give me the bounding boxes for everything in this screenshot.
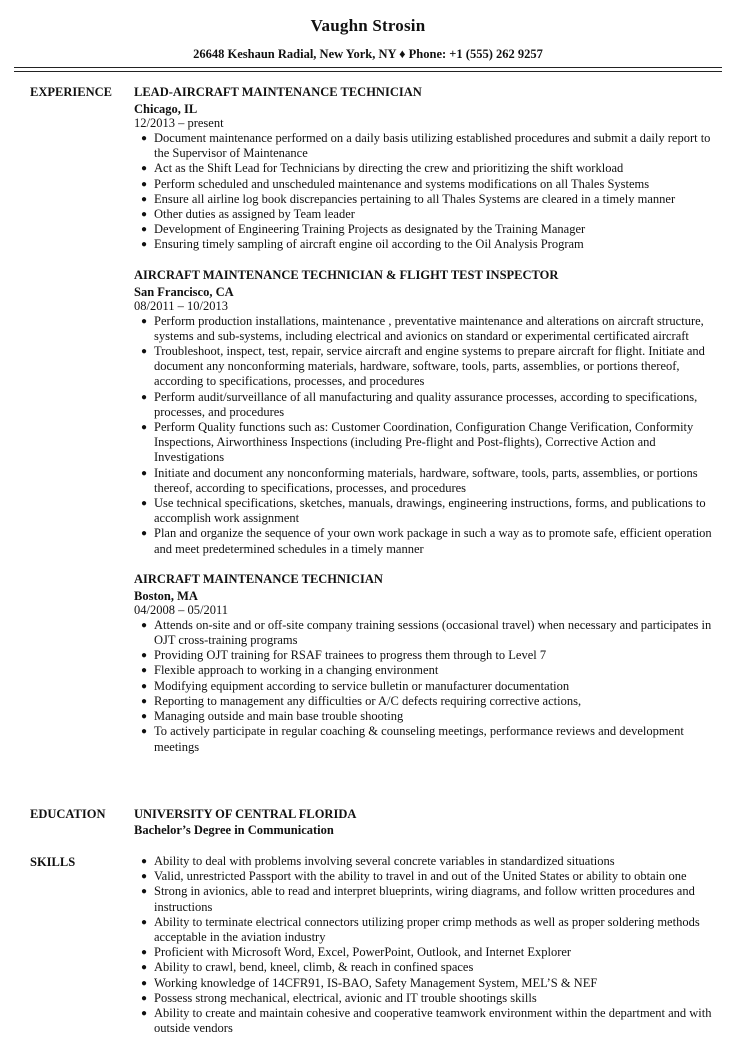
list-item-text: Managing outside and main base trouble shooting <box>154 709 404 724</box>
list-item-text: Ability to crawl, bend, kneel, climb, & reach in confined spaces <box>154 960 474 975</box>
list-item-text: Perform scheduled and unscheduled maintenance and systems modifications on all Thales Systems <box>154 176 650 191</box>
bullet-icon: ● <box>141 315 148 327</box>
list-item <box>134 694 714 709</box>
job-location: San Francisco, CA <box>134 284 234 299</box>
bullet-icon: ● <box>141 962 148 974</box>
job-duties-list <box>134 131 714 253</box>
list-item-text: Possess strong mechanical, electrical, avionic and IT trouble shootings skills <box>154 990 537 1005</box>
list-item-text: Perform production installations, maintenance , preventative maintenance and alterations on aircraft structure, systems and sub-systems, including electrical and avionics on standard or experimental certificated aircraft <box>154 313 704 343</box>
bullet-icon: ● <box>141 467 148 479</box>
bullet-icon: ● <box>141 178 148 190</box>
list-item-text: Act as the Shift Lead for Technicians by directing the crew and prioritizing the shift workload <box>154 161 624 176</box>
list-item <box>134 177 714 192</box>
list-item-text: Reporting to management any difficulties or A/C defects requiring corrective actions, <box>154 693 582 708</box>
list-item <box>134 420 714 466</box>
bullet-icon: ● <box>141 680 148 692</box>
header-divider-top <box>14 67 722 68</box>
degree: Bachelor’s Degree in Communication <box>134 823 334 837</box>
list-item-text: Troubleshoot, inspect, test, repair, service aircraft and engine systems to prepare aircraft for flight. Initiate and document any nonconforming materials, hardware, software, tools, parts, assemblies, or portions thereof, according to specifications, processes, and procedures <box>154 344 705 389</box>
job-dates: 12/2013 – present <box>134 116 224 130</box>
list-item <box>134 648 714 663</box>
job-entry <box>134 267 714 557</box>
list-item <box>134 884 714 914</box>
job-duties-list <box>134 618 714 755</box>
bullet-icon: ● <box>141 695 148 707</box>
education-section <box>134 806 714 838</box>
list-item-text: Ability to deal with problems involving several concrete variables in standardized situations <box>154 854 615 868</box>
bullet-icon: ● <box>141 726 148 738</box>
list-item <box>134 344 714 390</box>
list-item <box>134 991 714 1006</box>
list-item <box>134 207 714 222</box>
bullet-icon: ● <box>141 391 148 403</box>
bullet-icon: ● <box>141 239 148 251</box>
list-item <box>134 1006 714 1036</box>
job-dates: 08/2011 – 10/2013 <box>134 298 228 313</box>
bullet-icon: ● <box>141 992 148 1004</box>
bullet-icon: ● <box>141 856 148 867</box>
list-item <box>134 496 714 526</box>
list-item-text: Plan and organize the sequence of your own work package in such a way as to promote safe, efficient operation and meet predetermined schedules in a timely manner <box>154 526 712 556</box>
list-item-text: Use technical specifications, sketches, manuals, drawings, engineering instructions, forms, and publications to accomplish work assignment <box>154 496 706 526</box>
job-title: LEAD-AIRCRAFT MAINTENANCE TECHNICIAN <box>134 85 422 99</box>
list-item <box>134 618 714 648</box>
bullet-icon: ● <box>141 209 148 221</box>
list-item-text: To actively participate in regular coaching & counseling meetings, performance reviews and development meetings <box>154 724 684 754</box>
list-item-text: Ability to create and maintain cohesive and cooperative teamwork environment within the department and with outside vendors <box>154 1006 712 1036</box>
list-item <box>134 945 714 960</box>
list-item-text: Ability to terminate electrical connectors utilizing proper crimp methods as well as proper soldering methods acceptable in the aviation industry <box>154 914 700 945</box>
bullet-icon: ● <box>141 619 148 631</box>
list-item-text: Perform Quality functions such as: Customer Coordination, Configuration Change Verification, Conformity Inspections, Airworthiness Inspections (including Pre-flight and Post-flights), Corrective Action and Investigations <box>154 420 694 465</box>
list-item <box>134 390 714 420</box>
list-item-text: Attends on-site and or off-site company training sessions (occasional travel) when necessary and participates in OJT cross-training programs <box>154 617 712 648</box>
list-item <box>134 976 714 991</box>
bullet-icon: ● <box>141 977 148 989</box>
bullet-icon: ● <box>141 163 148 175</box>
list-item <box>134 314 714 344</box>
bullet-icon: ● <box>141 1008 148 1020</box>
job-title: AIRCRAFT MAINTENANCE TECHNICIAN <box>134 571 383 586</box>
list-item-text: Working knowledge of 14CFR91, IS-BAO, Safety Management System, MEL’S & NEF <box>154 975 598 990</box>
list-item <box>134 709 714 724</box>
bullet-icon: ● <box>141 650 148 662</box>
skills-section <box>134 854 714 1036</box>
list-item <box>134 915 714 945</box>
list-item <box>134 679 714 694</box>
bullet-icon: ● <box>141 528 148 540</box>
bullet-icon: ● <box>141 886 148 898</box>
list-item-text: Providing OJT training for RSAF trainees to progress them through to Level 7 <box>154 648 547 663</box>
education-section-label: EDUCATION <box>30 807 106 821</box>
experience-section <box>134 84 714 755</box>
list-item <box>134 466 714 496</box>
list-item <box>134 869 714 884</box>
experience-section-label: EXPERIENCE <box>30 85 112 99</box>
list-item <box>134 237 714 252</box>
candidate-name: Vaughn Strosin <box>310 16 426 35</box>
bullet-icon: ● <box>141 665 148 677</box>
list-item <box>134 663 714 678</box>
list-item-text: Proficient with Microsoft Word, Excel, PowerPoint, Outlook, and Internet Explorer <box>154 945 572 960</box>
list-item-text: Development of Engineering Training Projects as designated by the Training Manager <box>154 222 586 237</box>
list-item-text: Strong in avionics, able to read and interpret blueprints, wiring diagrams, and follow written procedures and instructions <box>154 884 695 914</box>
header-divider-bottom <box>14 71 722 72</box>
job-location: Boston, MA <box>134 588 198 603</box>
list-item <box>134 222 714 237</box>
bullet-icon: ● <box>141 193 148 205</box>
contact-line: 26648 Keshaun Radial, New York, NY ♦ Phone: +1 (555) 262 9257 <box>193 47 543 61</box>
job-duties-list <box>134 314 714 557</box>
bullet-icon: ● <box>141 711 148 723</box>
bullet-icon: ● <box>141 947 148 959</box>
list-item-text: Ensure all airline log book discrepancies pertaining to all Thales Systems are cleared in a timely manner <box>154 191 676 206</box>
list-item-text: Other duties as assigned by Team leader <box>154 207 355 222</box>
bullet-icon: ● <box>141 498 148 510</box>
job-location: Chicago, IL <box>134 102 198 116</box>
list-item <box>134 724 714 754</box>
job-entry <box>134 84 714 253</box>
list-item-text: Initiate and document any nonconforming materials, hardware, software, tools, parts, assemblies, or portions thereof, according to specifications, processes, and procedures <box>154 465 698 495</box>
list-item-text: Ensuring timely sampling of aircraft engine oil according to the Oil Analysis Program <box>154 237 584 252</box>
bullet-icon: ● <box>141 916 148 928</box>
list-item-text: Flexible approach to working in a changing environment <box>154 663 439 678</box>
list-item <box>134 960 714 975</box>
list-item-text: Modifying equipment according to service bulletin or manufacturer documentation <box>154 678 570 693</box>
list-item <box>134 854 714 869</box>
bullet-icon: ● <box>141 871 148 883</box>
list-item-text: Document maintenance performed on a daily basis utilizing established procedures and submit a daily report to the Supervisor of Maintenance <box>154 131 711 161</box>
list-item <box>134 131 714 161</box>
list-item <box>134 192 714 207</box>
bullet-icon: ● <box>141 224 148 236</box>
bullet-icon: ● <box>141 422 148 434</box>
bullet-icon: ● <box>141 346 148 358</box>
bullet-icon: ● <box>141 133 148 144</box>
skills-list <box>134 854 714 1036</box>
job-entry <box>134 571 714 755</box>
skills-section-label: SKILLS <box>30 855 76 869</box>
school-name: UNIVERSITY OF CENTRAL FLORIDA <box>134 807 357 821</box>
list-item-text: Valid, unrestricted Passport with the ability to travel in and out of the United States or ability to obtain one <box>154 869 687 884</box>
job-dates: 04/2008 – 05/2011 <box>134 602 228 617</box>
list-item <box>134 526 714 556</box>
list-item-text: Perform audit/surveillance of all manufacturing and quality assurance processes, according to specifications, processes, and procedures <box>154 389 698 419</box>
job-title: AIRCRAFT MAINTENANCE TECHNICIAN & FLIGHT TEST INSPECTOR <box>134 267 559 282</box>
list-item <box>134 161 714 176</box>
